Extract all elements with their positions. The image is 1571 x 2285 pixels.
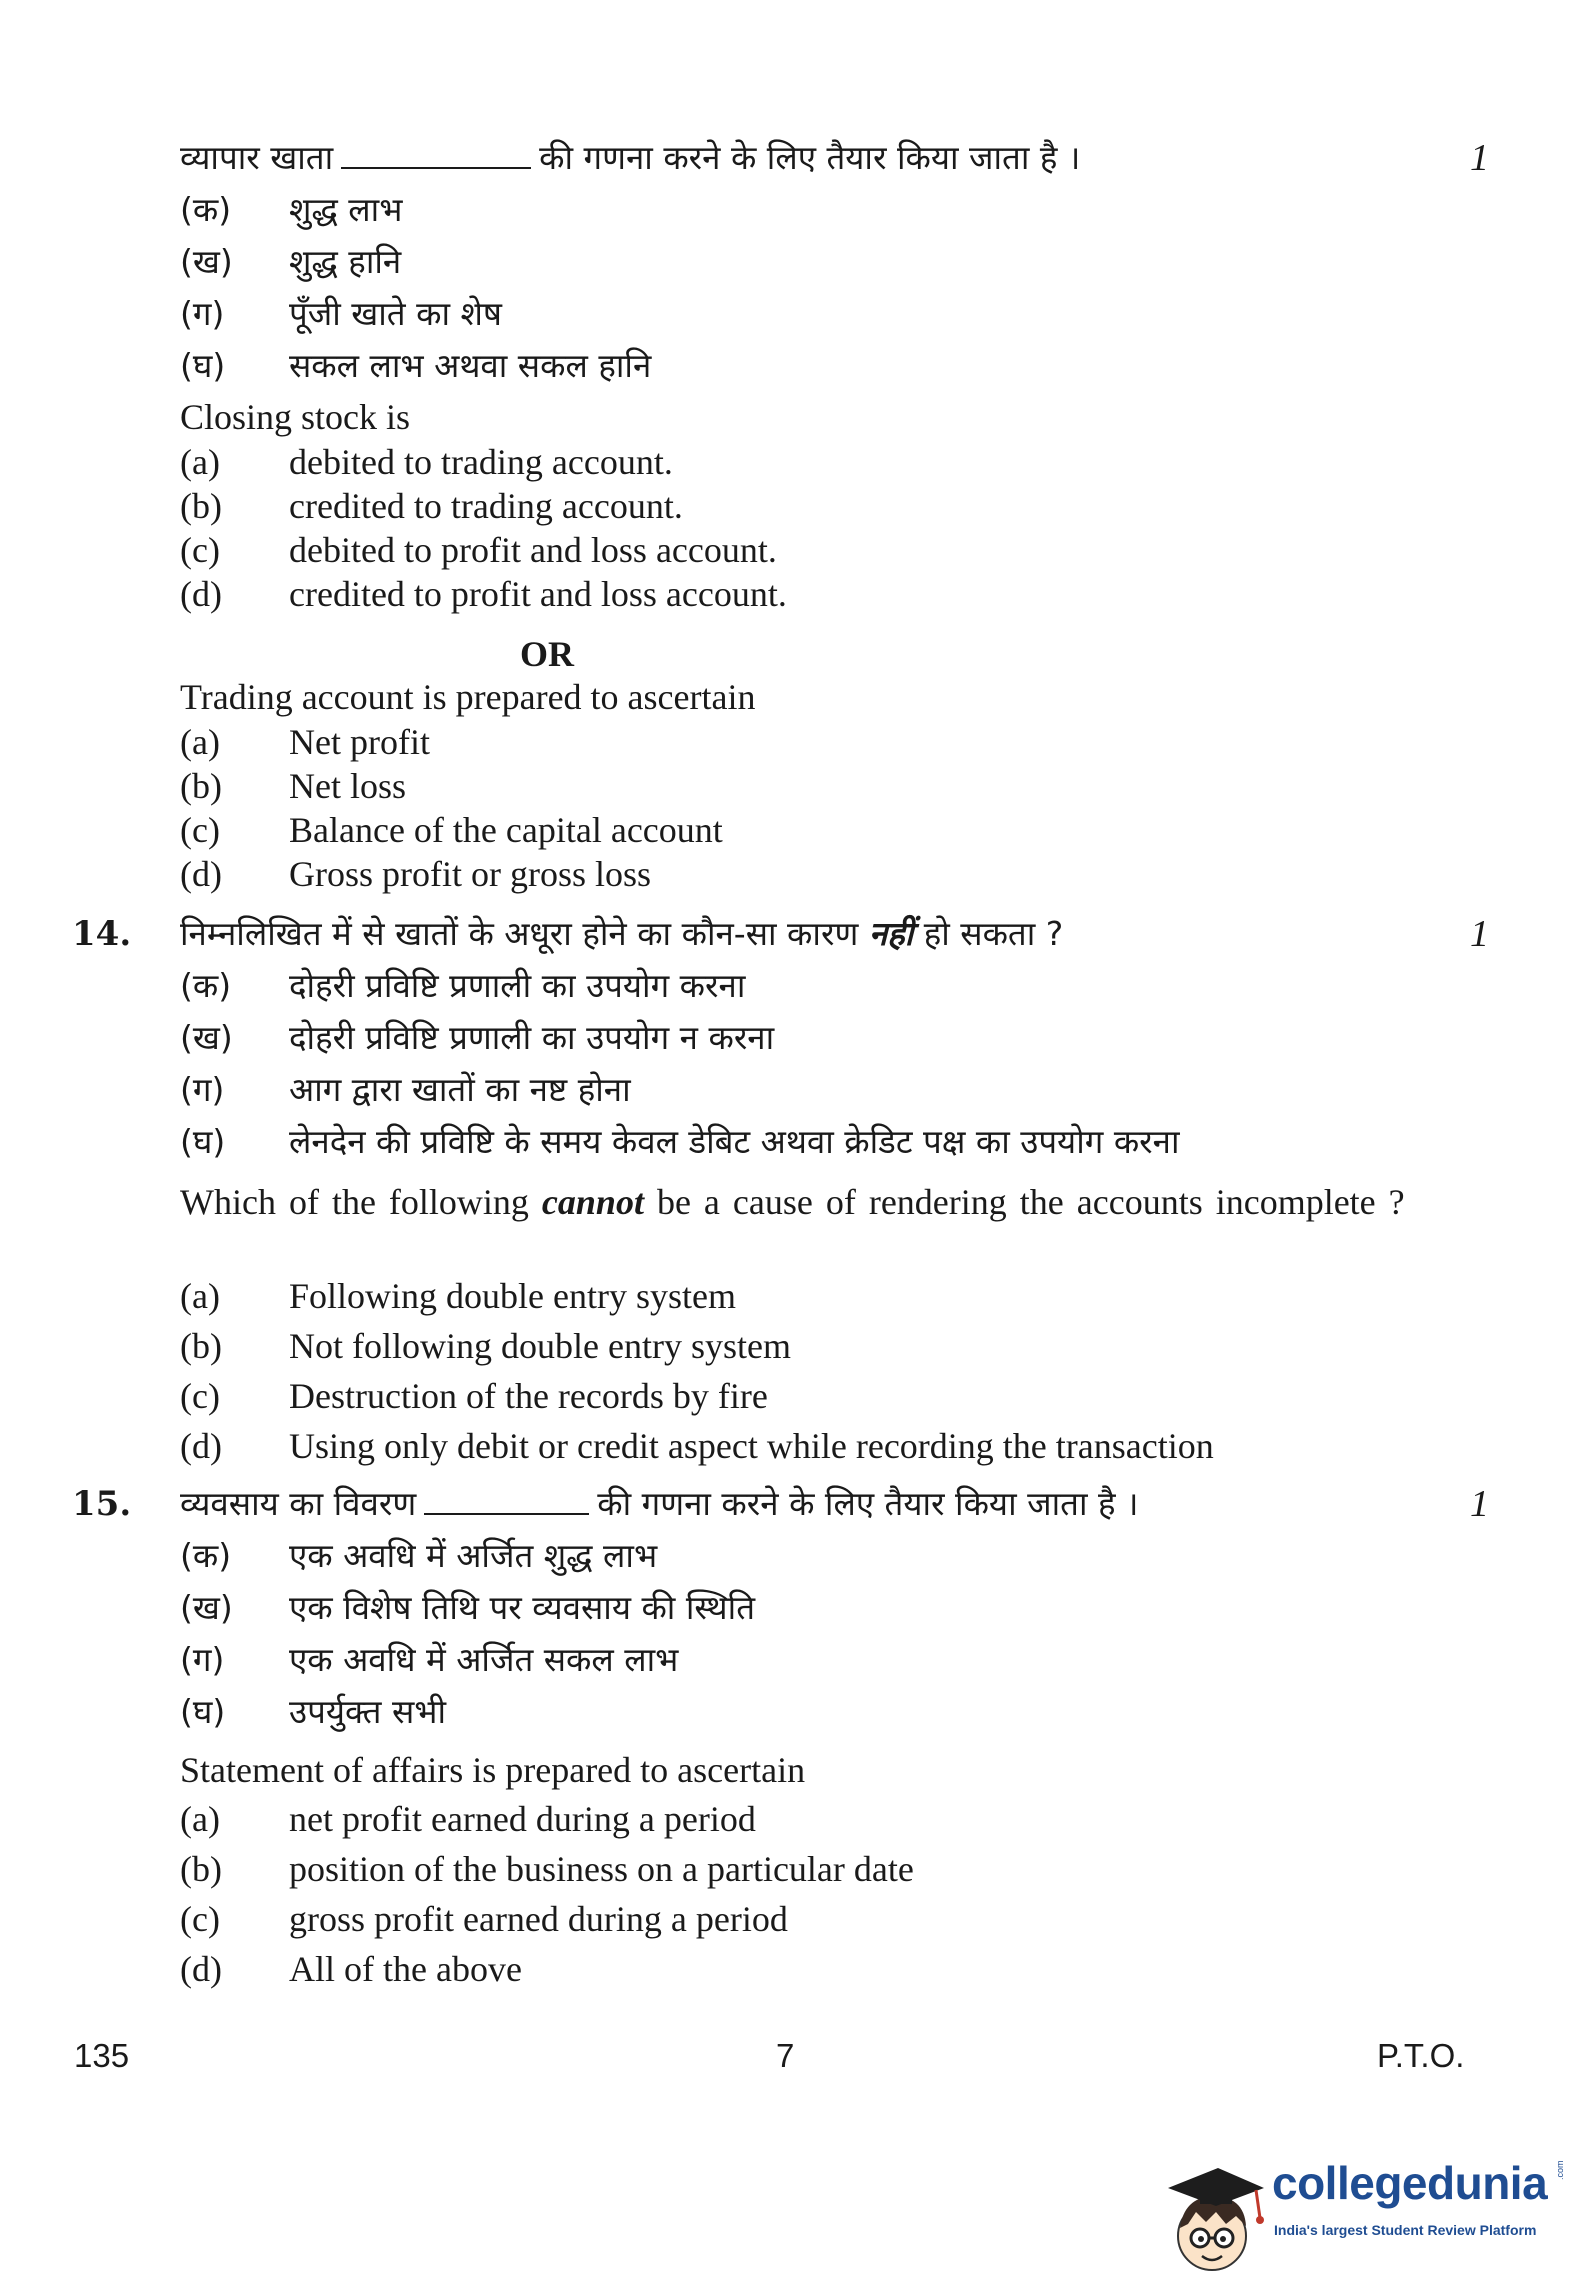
fill-blank (341, 137, 531, 169)
option-row: (d) credited to profit and loss account. (180, 574, 787, 614)
option-row: (ग) पूँजी खाते का शेष (180, 294, 503, 333)
q13-english (0, 394, 1571, 616)
option-row: (क) शुद्ध लाभ (180, 190, 403, 229)
question-14 (0, 908, 1571, 1168)
paper-code: 135 (74, 2037, 130, 2074)
option-row: (a) debited to trading account. (180, 442, 673, 482)
option-row: (b) position of the business on a particular date (180, 1849, 914, 1889)
option-row: (c) Balance of the capital account (180, 810, 723, 850)
q14-english-stem: Which of the following cannot be a cause of rendering the accounts incomplete ? (180, 1182, 1405, 1222)
question-13 (0, 132, 1571, 392)
q15-english (0, 1746, 1571, 1994)
option-row: (c) gross profit earned during a period (180, 1899, 788, 1939)
or-divider (0, 630, 1571, 678)
option-row: (ख) शुद्ध हानि (180, 242, 402, 281)
q13-english-stem: Closing stock is (180, 397, 411, 437)
collegedunia-logo (1160, 2150, 1571, 2281)
option-row: (ख) एक विशेष तिथि पर व्यवसाय की स्थिति (180, 1588, 756, 1627)
option-row: (ग) एक अवधि में अर्जित सकल लाभ (180, 1640, 679, 1679)
logo-tagline: India's largest Student Review Platform (1274, 2222, 1537, 2238)
option-row: (ख) दोहरी प्रविष्टि प्रणाली का उपयोग न करना (180, 1018, 775, 1057)
q14-hindi-stem: निम्नलिखित में से खातों के अधूरा होने का कौन-सा कारण नहीं हो सकता ? (180, 914, 1064, 953)
option-row: (घ) उपर्युक्त सभी (180, 1692, 447, 1731)
question-number: 14. (72, 914, 132, 954)
option-row: (घ) लेनदेन की प्रविष्टि के समय केवल डेबिट अथवा क्रेडिट पक्ष का उपयोग करना (180, 1122, 1180, 1161)
q14-hindi-stem-line (0, 908, 1571, 960)
option-row: (d) Using only debit or credit aspect while recording the transaction (180, 1426, 1214, 1466)
option-row: (b) Net loss (180, 766, 406, 806)
option-row: (c) debited to profit and loss account. (180, 530, 777, 570)
marks: 1 (1470, 137, 1489, 179)
option-row: (घ) सकल लाभ अथवा सकल हानि (180, 346, 652, 385)
q15-english-stem: Statement of affairs is prepared to ascertain (180, 1750, 806, 1790)
q15-hindi-stem-line (0, 1478, 1571, 1530)
q13-alt-stem: Trading account is prepared to ascertain (180, 677, 756, 717)
q13-hindi-stem: व्यापार खाता की गणना करने के लिए तैयार किया जाता है । (180, 138, 1081, 177)
fill-blank (424, 1483, 589, 1515)
logo-domain-suffix: .com (1555, 2160, 1565, 2180)
option-row: (c) Destruction of the records by fire (180, 1376, 768, 1416)
option-row: (क) एक अवधि में अर्जित शुद्ध लाभ (180, 1536, 658, 1575)
option-row: (b) credited to trading account. (180, 486, 683, 526)
q13-alternative (0, 675, 1571, 896)
option-row: (ग) आग द्वारा खातों का नष्ट होना (180, 1070, 631, 1109)
option-row: (b) Not following double entry system (180, 1326, 791, 1366)
q15-hindi-stem: व्यवसाय का विवरण की गणना करने के लिए तैयार किया जाता है । (180, 1484, 1139, 1523)
logo-wordmark: collegedunia (1272, 2157, 1548, 2209)
or-label: OR (520, 634, 574, 674)
option-row: (a) Following double entry system (180, 1276, 736, 1316)
marks: 1 (1470, 1483, 1489, 1525)
q13-hindi-stem-line (0, 132, 1571, 184)
question-15 (0, 1478, 1571, 1738)
pto-label: P.T.O. (1377, 2037, 1465, 2074)
q14-english-options (0, 1271, 1571, 1471)
marks: 1 (1470, 913, 1489, 955)
page-number: 7 (776, 2037, 795, 2074)
option-row: (d) Gross profit or gross loss (180, 854, 652, 894)
student-mascot-icon (1160, 2150, 1270, 2281)
option-row: (a) Net profit (180, 722, 430, 762)
option-row: (a) net profit earned during a period (180, 1799, 756, 1839)
option-row: (d) All of the above (180, 1949, 522, 1989)
option-row: (क) दोहरी प्रविष्टि प्रणाली का उपयोग करना (180, 966, 746, 1005)
question-number: 15. (72, 1484, 132, 1524)
